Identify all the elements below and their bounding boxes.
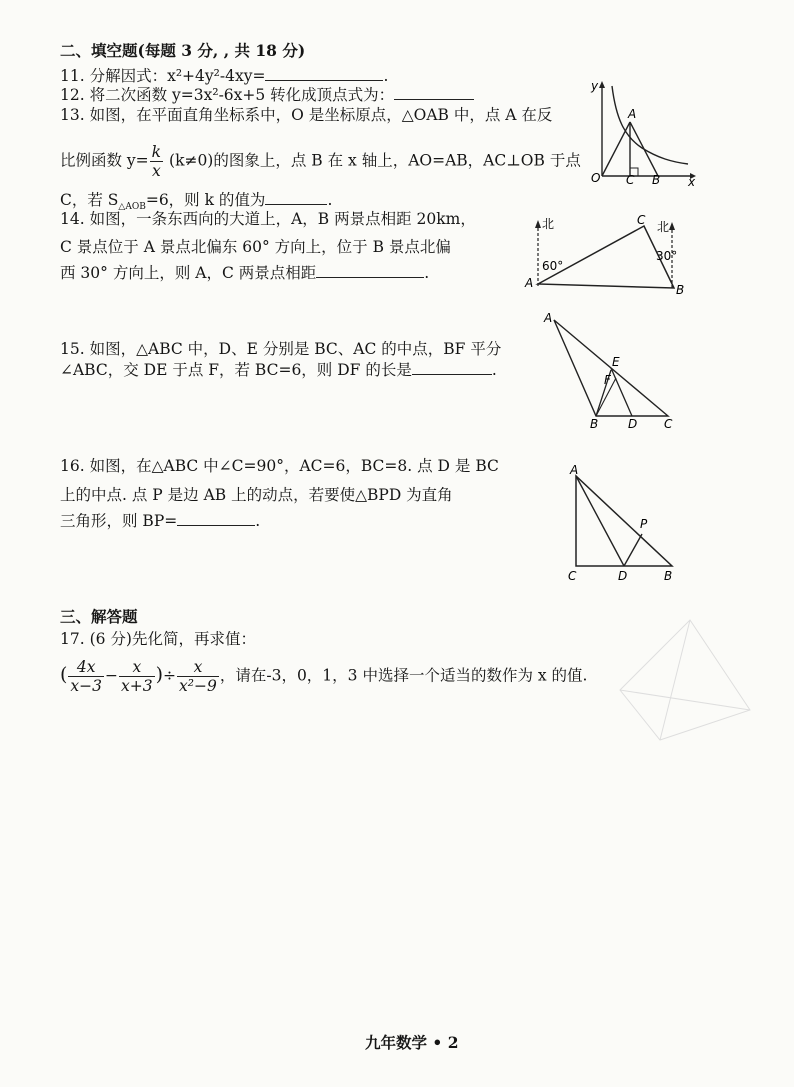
answer-blank-12 bbox=[394, 85, 474, 100]
question-17-line-1: 17. (6 分)先化简，再求值： bbox=[60, 630, 256, 648]
frac2-den: x+3 bbox=[121, 677, 153, 695]
label-north-b: 北 bbox=[657, 220, 670, 234]
label-C: C bbox=[637, 214, 646, 227]
question-13-tail: . bbox=[327, 191, 333, 209]
label-A: A bbox=[570, 463, 579, 477]
question-16-line-2: 上的中点. 点 P 是边 AB 上的动点，若要使△BPD 为直角 bbox=[60, 486, 453, 504]
question-11-tail: . bbox=[383, 67, 389, 85]
fraction-numerator: k bbox=[151, 143, 162, 161]
question-16-line-3-text: 三角形，则 BP= bbox=[60, 512, 178, 530]
question-16-line-3 bbox=[60, 511, 260, 531]
label-B: B bbox=[676, 283, 685, 297]
frac1-num: 4x bbox=[68, 658, 104, 677]
answer-blank-15 bbox=[412, 360, 492, 375]
question-13-line-2a: 比例函数 y= bbox=[60, 151, 149, 170]
label-B: B bbox=[590, 417, 599, 430]
label-C: C bbox=[664, 417, 673, 430]
question-11-text: 11. 分解因式：x²+4y²-4xy= bbox=[60, 67, 266, 85]
divide-sign: ÷ bbox=[163, 666, 177, 685]
question-13-line-3a: C，若 S bbox=[60, 191, 119, 209]
answer-blank-14 bbox=[316, 263, 424, 278]
label-angle-60: 60° bbox=[542, 259, 564, 273]
fraction-k-over-x bbox=[150, 143, 163, 180]
page-footer: 九年数学 • 2 bbox=[365, 1033, 459, 1052]
section-title-3: 三、解答题 bbox=[60, 607, 138, 626]
frac3-den: x²−9 bbox=[179, 677, 217, 695]
question-14-line-2: C 景点位于 A 景点北偏东 60° 方向上，位于 B 景点北偏 bbox=[60, 238, 451, 256]
figure-13-hyperbola bbox=[586, 78, 698, 186]
label-A: A bbox=[544, 311, 553, 325]
question-13-line-2b: (k≠0)的图象上，点 B 在 x 轴上，AO=AB，AC⊥OB 于点 bbox=[169, 151, 581, 170]
question-14-tail: . bbox=[424, 264, 430, 282]
label-B: B bbox=[664, 569, 673, 583]
label-y: y bbox=[591, 79, 599, 93]
frac3-num: x bbox=[177, 658, 219, 677]
figure-15-triangle bbox=[540, 310, 680, 430]
question-12-text: 12. 将二次函数 y=3x²-6x+5 转化成顶点式为： bbox=[60, 86, 395, 104]
area-subscript: △AOB bbox=[118, 202, 146, 213]
label-C: C bbox=[568, 569, 577, 583]
question-12 bbox=[60, 85, 474, 105]
question-13-line-3b: =6，则 k 的值为 bbox=[145, 191, 266, 209]
question-13-line-2 bbox=[60, 143, 581, 180]
fraction-x-over-x-plus-3 bbox=[119, 658, 155, 695]
label-E: E bbox=[612, 355, 620, 369]
frac1-den: x−3 bbox=[70, 677, 103, 695]
frac2-num: x bbox=[119, 658, 155, 677]
section-title: 二、填空题(每题 3 分, , 共 18 分) bbox=[60, 41, 306, 60]
question-15-tail: . bbox=[491, 361, 497, 379]
label-angle-30: 30° bbox=[656, 249, 678, 263]
question-14-line-3 bbox=[60, 263, 429, 283]
figure-14-directions bbox=[522, 214, 692, 298]
question-13-line-1: 13. 如图，在平面直角坐标系中，O 是坐标原点，△OAB 中，点 A 在反 bbox=[60, 106, 553, 124]
question-15-line-1: 15. 如图，△ABC 中，D、E 分别是 BC、AC 的中点，BF 平分 bbox=[60, 340, 502, 358]
label-north-a: 北 bbox=[542, 217, 555, 231]
question-16-tail: . bbox=[255, 512, 261, 530]
answer-blank-16 bbox=[177, 511, 255, 526]
label-P: P bbox=[640, 517, 648, 531]
minus-sign: − bbox=[105, 666, 119, 685]
question-15-line-2-text: ∠ABC，交 DE 于点 F，若 BC=6，则 DF 的长是 bbox=[60, 361, 412, 379]
question-16-line-1: 16. 如图，在△ABC 中∠C=90°，AC=6，BC=8. 点 D 是 BC bbox=[60, 457, 499, 475]
label-C: C bbox=[626, 173, 635, 186]
label-A: A bbox=[628, 107, 637, 121]
label-A: A bbox=[525, 276, 534, 290]
question-14-line-3-text: 西 30° 方向上，则 A，C 两景点相距 bbox=[60, 264, 317, 282]
label-D: D bbox=[628, 417, 638, 430]
question-17-rest: ，请在-3，0，1，3 中选择一个适当的数作为 x 的值. bbox=[219, 666, 588, 685]
answer-blank-13 bbox=[265, 190, 327, 205]
label-B: B bbox=[652, 173, 661, 186]
question-15-line-2 bbox=[60, 360, 497, 380]
fraction-4x-over-x-minus-3 bbox=[68, 658, 104, 695]
figure-16-right-triangle bbox=[560, 462, 684, 584]
bleed-through-marks bbox=[600, 600, 770, 750]
label-O: O bbox=[591, 171, 601, 185]
answer-blank-11 bbox=[265, 66, 383, 81]
label-D: D bbox=[618, 569, 628, 583]
label-F: F bbox=[604, 373, 611, 387]
question-17-expression: ( $\frac{4x}{x-3}$ − $\frac{x}{x+3}$ )÷ $\frac{x}{\text{x²−9}}$ ，请在-3，0，1，3 中选择一个适当的数作为 x 的值. bbox=[60, 658, 588, 695]
question-11 bbox=[60, 66, 388, 86]
fraction-x-over-x2-minus-9 bbox=[177, 658, 219, 695]
fraction-denominator: x bbox=[152, 162, 161, 180]
label-x: x bbox=[688, 175, 696, 186]
question-14-line-1: 14. 如图，一条东西向的大道上，A，B 两景点相距 20km， bbox=[60, 210, 476, 228]
